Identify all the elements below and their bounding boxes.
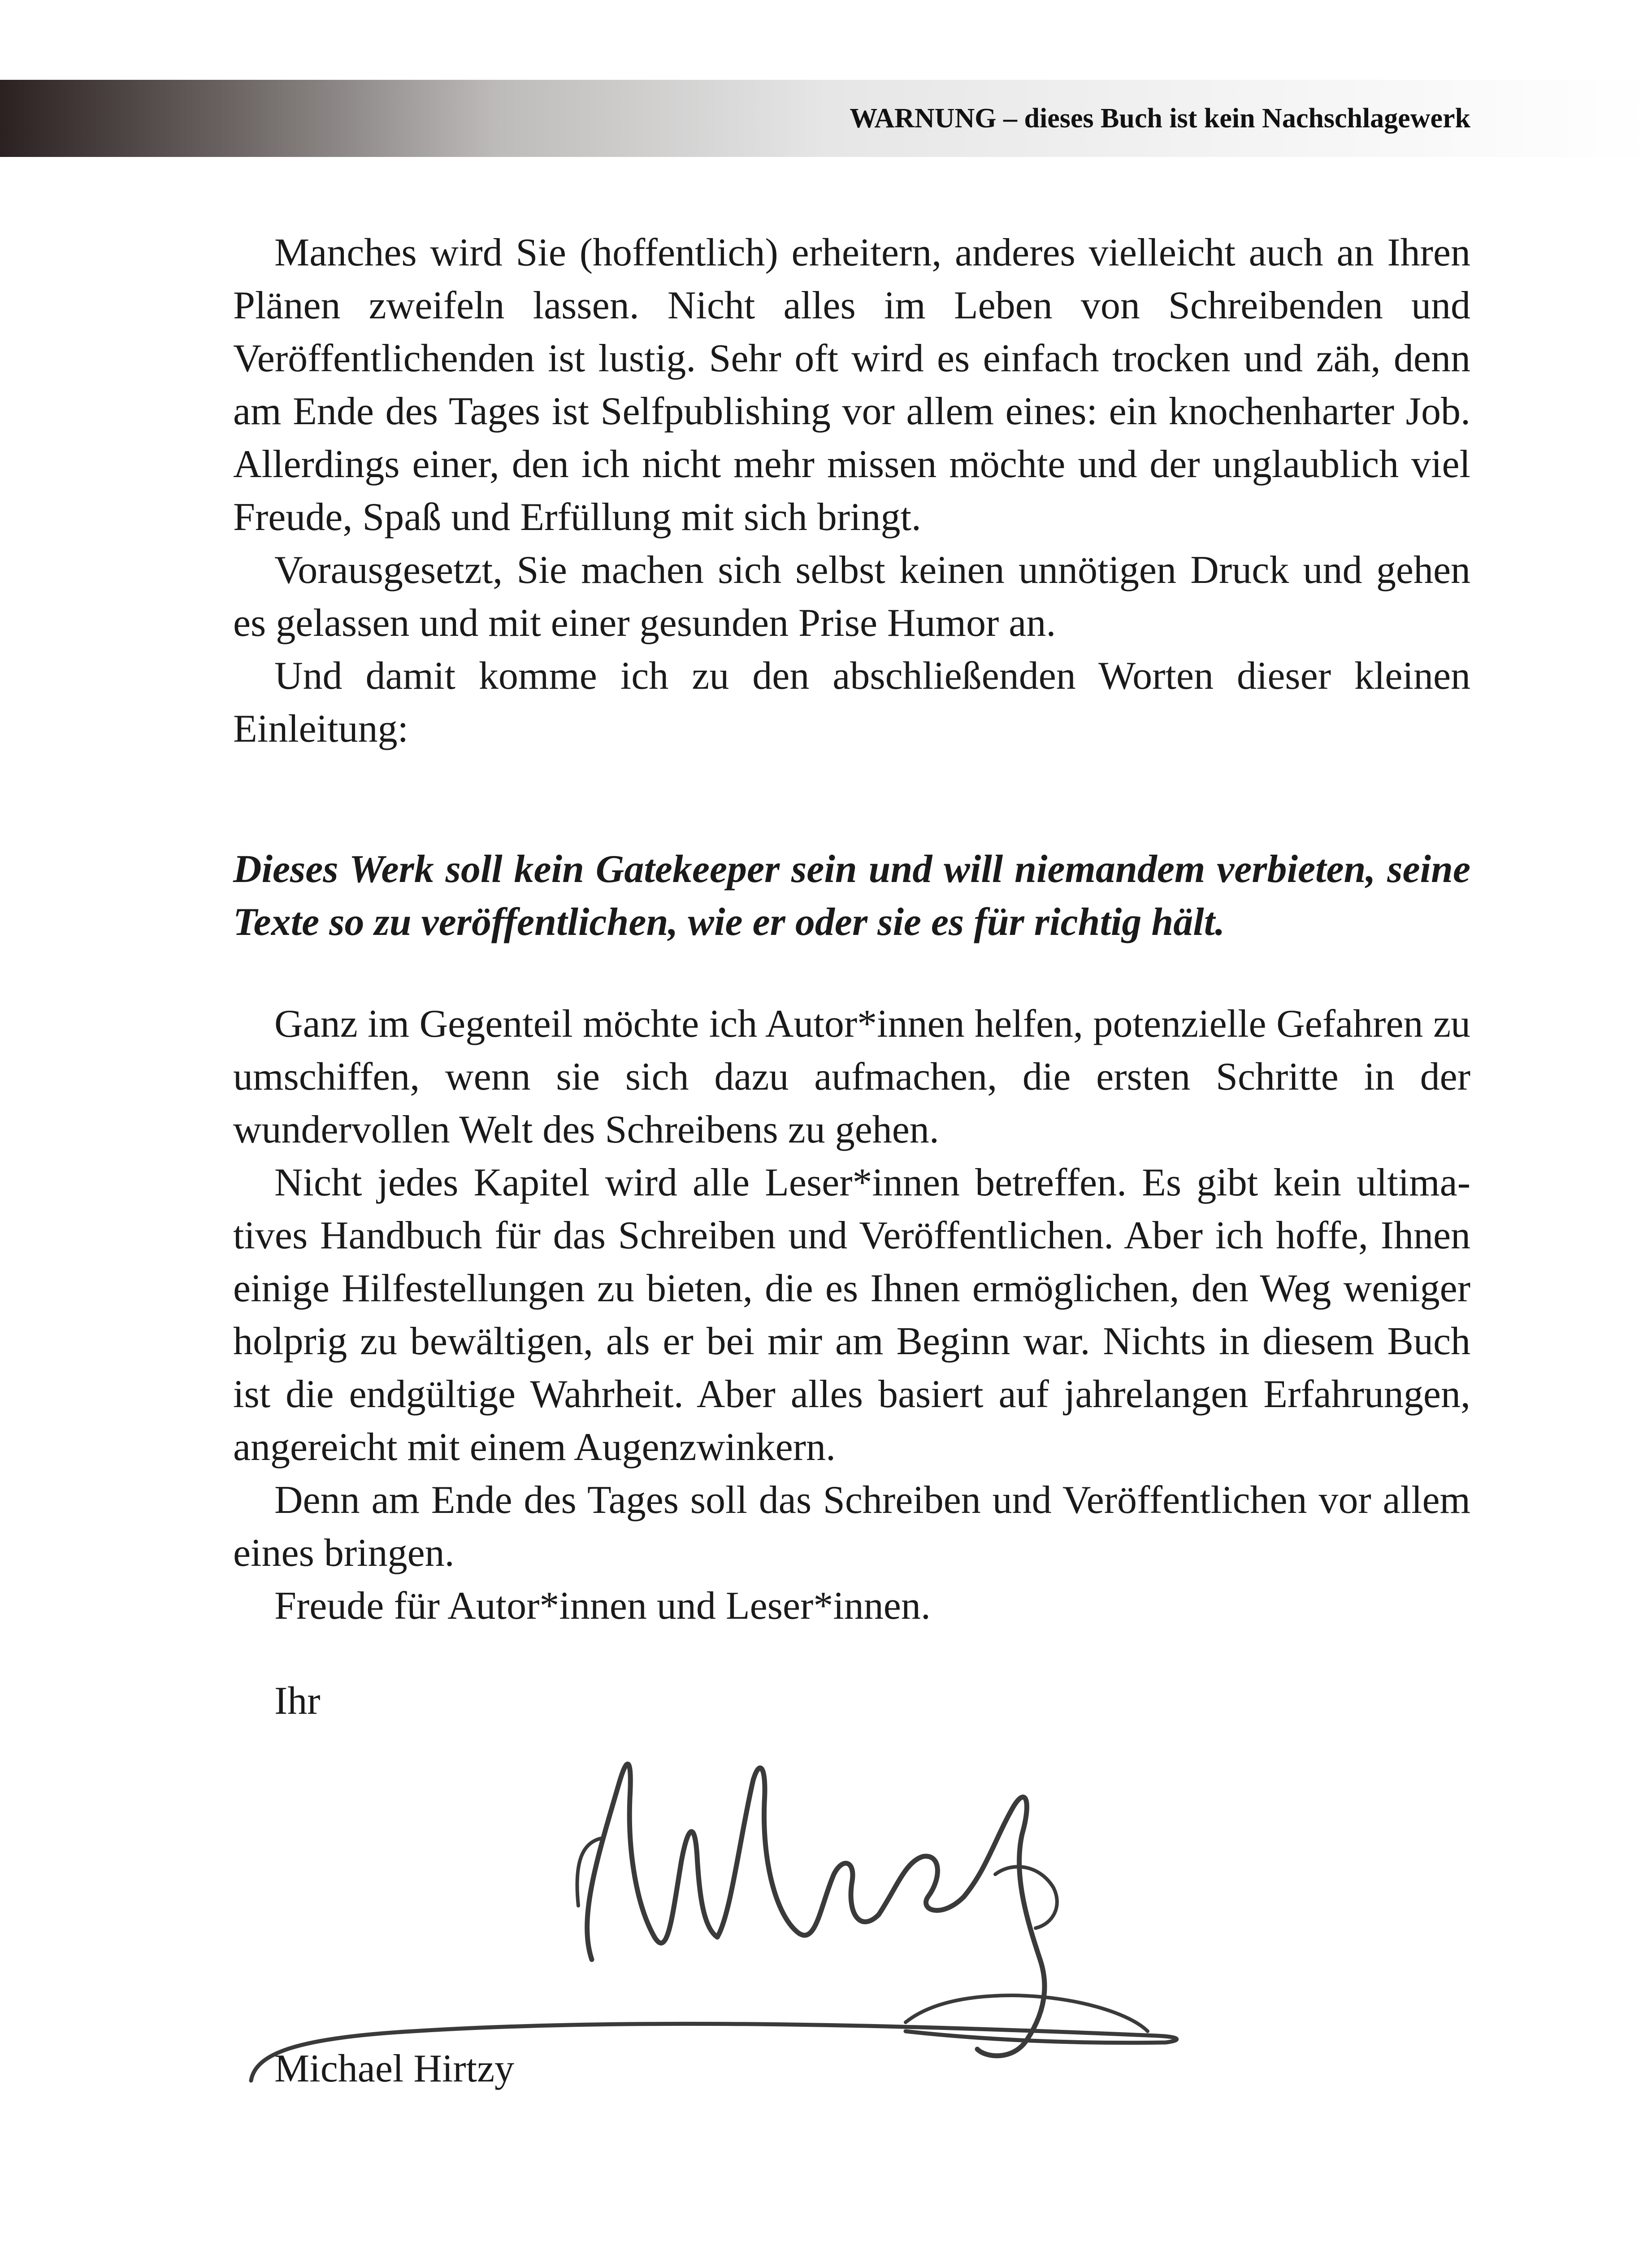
paragraph: Manches wird Sie (hoffentlich) erheitern, anderes vielleicht auch an Ihren Plänen zweifeln lassen. Nicht alles im Leben von Schreibenden und Veröffentlichenden ist lustig. Sehr oft wird es einfach trocken und zäh, denn am Ende des Tages ist Selfpublishing vor allem eines: ein knochenharter Job. Allerdings einer, den ich nicht mehr missen möchte und der unglaublich viel Freude, Spaß und Erfüllung mit sich bringt. [233,231,1470,539]
body-text-top [233,226,1470,756]
running-head: WARNUNG – dieses Buch ist kein Nachschlagewerk [850,103,1470,134]
paragraph: Nicht jedes Kapitel wird alle Leser*innen betreffen. Es gibt kein ultimatives Handbuch für das Schreiben und Veröffentlichen. Aber ich hoffe, Ihnen einige Hilfestellungen zu bieten, die es Ihnen ermöglichen, den Weg weniger holprig zu bewältigen, als er bei mir am Beginn war. Nichts in diesem Buch ist die endgültige Wahrheit. Aber alles basiert auf jahrelangen Erfahrungen, angereicht mit einem Augenzwinkern. [233,1161,1470,1469]
paragraph: Und damit komme ich zu den abschließenden Worten dieser kleinen Einleitung: [233,654,1470,751]
paragraph: Freude für Autor*innen und Leser*innen. [274,1584,931,1628]
author-name: Michael Hirtzy [274,2047,515,2090]
highlighted-statement: Dieses Werk soll kein Gatekeeper sein und will niemandem verbieten, seine Texte so zu veröffentlichen, wie er oder sie es für richtig hält. [233,847,1470,944]
closing-salutation: Ihr [274,1679,321,1723]
paragraph: Denn am Ende des Tages soll das Schreiben und Veröffentlichen vor allem eines bringen. [233,1478,1470,1575]
body-text-bottom [233,998,1470,1633]
paragraph: Ganz im Gegenteil möchte ich Autor*innen helfen, potenzielle Gefahren zu umschiffen, wenn sie sich dazu aufmachen, die ersten Schritte in der wundervollen Welt des Schreibens zu gehen. [233,1002,1470,1151]
paragraph: Vorausgesetzt, Sie machen sich selbst keinen unnötigen Druck und gehen es gelassen und mit einer gesunden Prise Humor an. [233,548,1470,645]
signature-image [224,1726,1210,2094]
